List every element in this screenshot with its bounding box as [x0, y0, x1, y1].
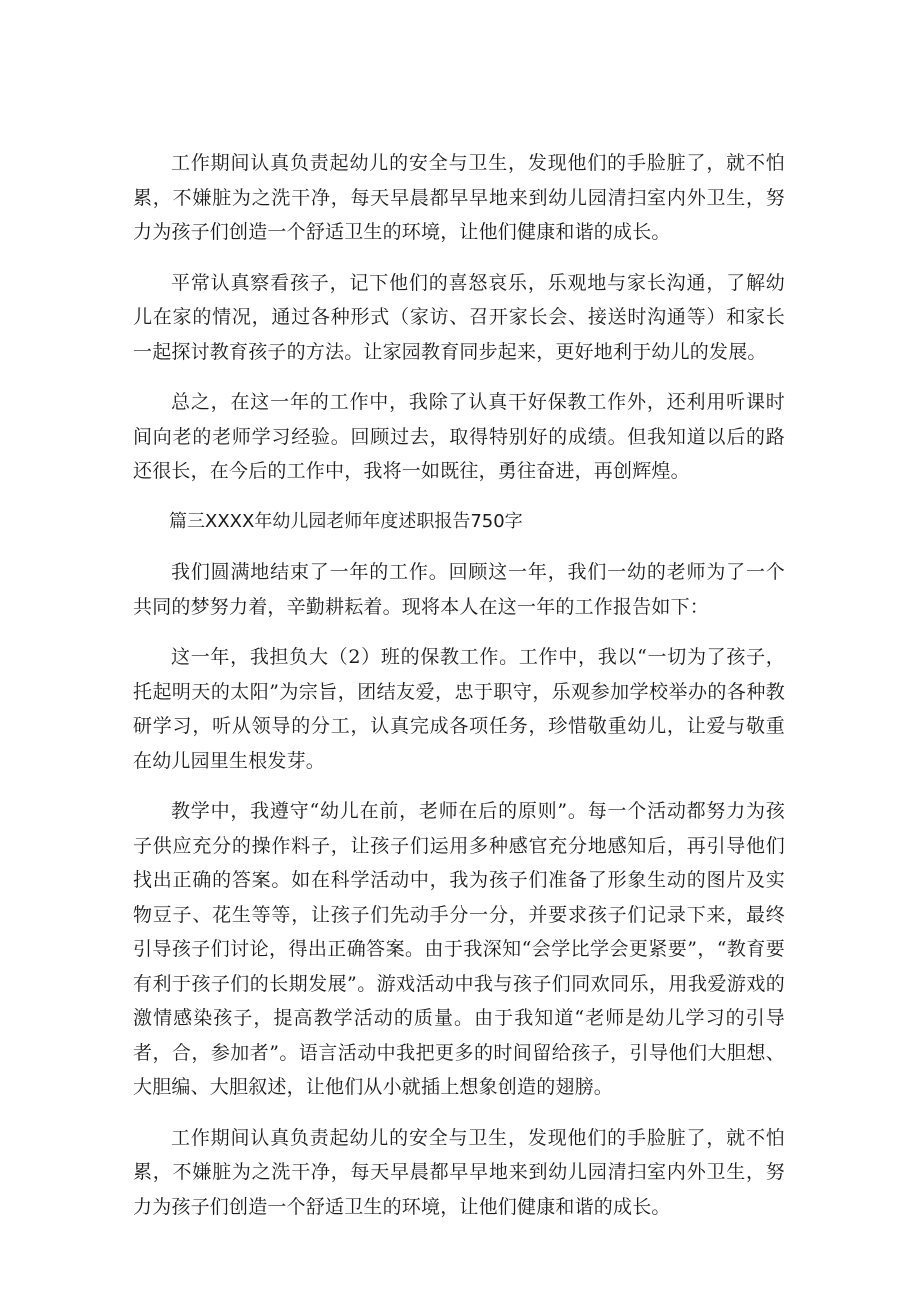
section-heading: 篇三XXXX年幼儿园老师年度述职报告750字 [169, 510, 523, 532]
paragraph-intro: 我们圆满地结束了一年的工作。回顾这一年，我们一幼的老师为了一个共同的梦努力着，辛勤耕耘着。现将本人在这一年的工作报告如下： [133, 561, 785, 618]
paragraph-teaching: 教学中，我遵守“幼儿在前，老师在后的原则”。每一个活动都努力为孩子供应充分的操作料子，让孩子们运用多种感官充分地感知后，再引导他们找出正确的答案。如在科学活动中，我为孩子们准备了形象生动的图片及实物豆子、花生等等，让孩子们先动手分一分，并要求孩子们记录下来，最终引导孩子们讨论，得出正确答案。由于我深知“会学比学会更紧要”，“教育要有利于孩子们的长期发展”。游戏活动中我与孩子们同欢同乐，用我爱游戏的激情感染孩子，提高教学活动的质量。由于我知道“老师是幼儿学习的引导者，合，参加者”。语言活动中我把更多的时间留给孩子，引导他们大胆想、大胆编、大胆叙述，让他们从小就插上想象创造的翅膀。 [133, 800, 785, 1098]
paragraph-parent-communication: 平常认真察看孩子，记下他们的喜怒哀乐，乐观地与家长沟通，了解幼儿在家的情况，通过各种形式（家访、召开家长会、接送时沟通等）和家长一起探讨教育孩子的方法。让家园教育同步起来，更好地利于幼儿的发展。 [133, 271, 785, 363]
paragraph-hygiene: 工作期间认真负责起幼儿的安全与卫生，发现他们的手脸脏了，就不怕累，不嫌脏为之洗干净，每天早晨都早早地来到幼儿园清扫室内外卫生，努力为孩子们创造一个舒适卫生的环境，让他们健康和谐的成长。 [133, 152, 785, 243]
paragraph-class-duty: 这一年，我担负大（2）班的保教工作。工作中，我以“一切为了孩子，托起明天的太阳”为宗旨，团结友爱，忠于职守，乐观参加学校举办的各种教研学习，听从领导的分工，认真完成各项任务，珍惜敬重幼儿，让爱与敬重在幼儿园里生根发芽。 [133, 646, 785, 772]
paragraph-summary: 总之，在这一年的工作中，我除了认真干好保教工作外，还利用听课时间向老的老师学习经验。回顾过去，取得特别好的成绩。但我知道以后的路还很长，在今后的工作中，我将一如既往，勇往奋进，再创辉煌。 [133, 391, 785, 482]
paragraph-hygiene-repeat: 工作期间认真负责起幼儿的安全与卫生，发现他们的手脸脏了，就不怕累，不嫌脏为之洗干净，每天早晨都早早地来到幼儿园清扫室内外卫生，努力为孩子们创造一个舒适卫生的环境，让他们健康和谐的成长。 [133, 1126, 785, 1218]
document-body [133, 146, 785, 1240]
